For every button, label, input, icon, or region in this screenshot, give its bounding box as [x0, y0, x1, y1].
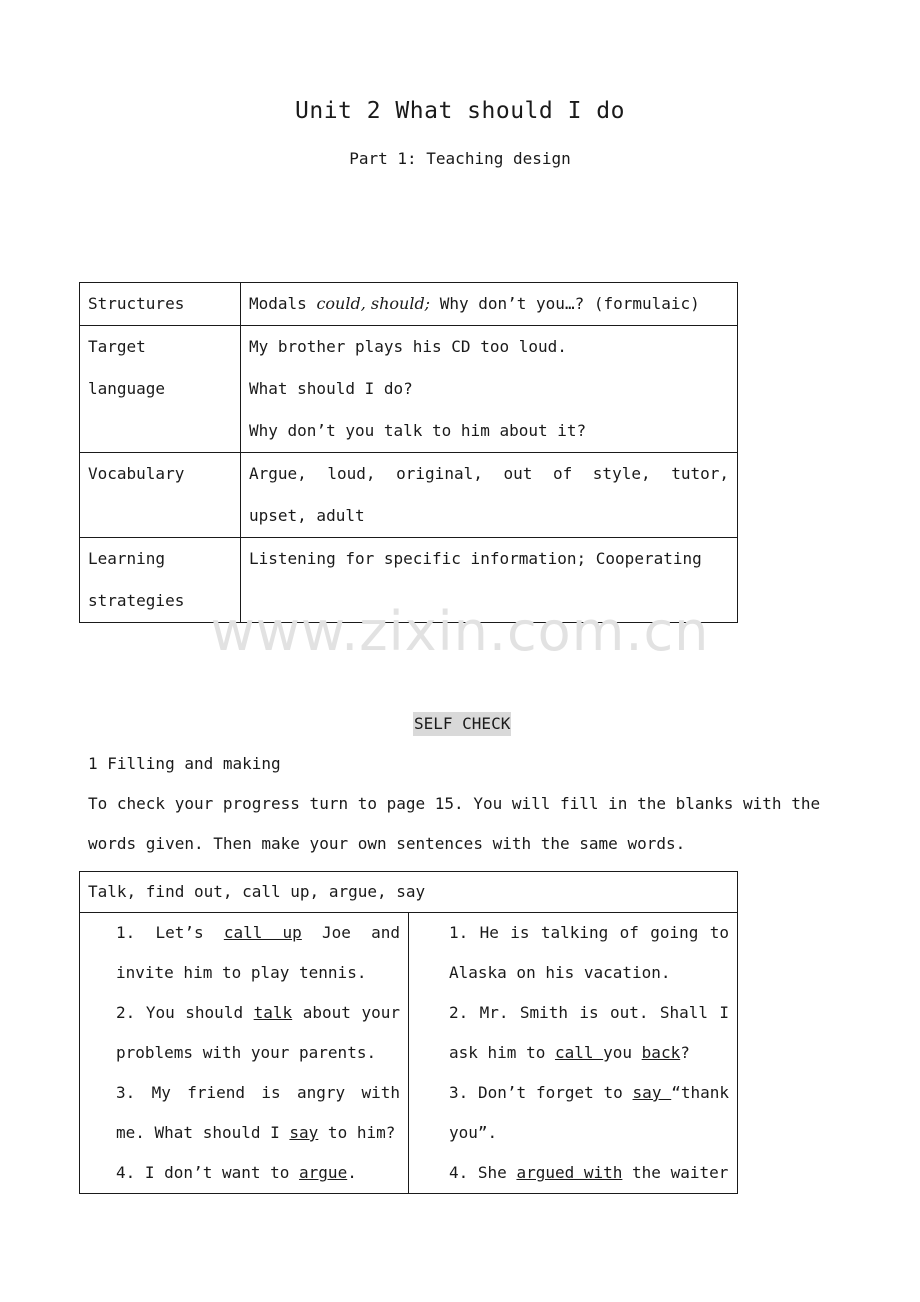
- self-check-heading: SELF CHECK: [413, 712, 511, 736]
- structures-label: Structures: [80, 283, 241, 326]
- exercise-item: [449, 993, 729, 1073]
- item-text: about your problems with your parents.: [116, 1003, 401, 1062]
- table-row: [80, 872, 738, 913]
- watermark: www.zixin.com.cn: [210, 600, 710, 663]
- exercise-column-right: [409, 913, 738, 1194]
- item-text: 4. She: [449, 1163, 517, 1182]
- document-subtitle: Part 1: Teaching design: [349, 149, 571, 168]
- structures-post: Why don’t you…? (formulaic): [430, 294, 700, 313]
- item-text: you: [603, 1043, 642, 1062]
- target-line: My brother plays his CD too loud.: [249, 337, 567, 356]
- item-text: to him?: [318, 1123, 396, 1142]
- answer-blank: say: [632, 1083, 672, 1102]
- answer-blank: argued with: [516, 1163, 623, 1182]
- target-language-value: [241, 326, 738, 453]
- table-row: [80, 283, 738, 326]
- item-text: 3. My friend is angry with me. What should I: [116, 1083, 400, 1142]
- item-text: .: [347, 1163, 357, 1182]
- exercise-item: [116, 1073, 400, 1153]
- learning-strategies-label: Learning strategies: [80, 538, 241, 623]
- item-text: 4. I don’t want to: [116, 1163, 300, 1182]
- answer-blank: say: [289, 1123, 319, 1142]
- exercise-column-left: [80, 913, 409, 1194]
- table-row: [80, 326, 738, 453]
- table-row: [80, 913, 738, 1194]
- exercise-item: [116, 993, 400, 1073]
- item-text: the waiter: [622, 1163, 729, 1182]
- item-text: 1. Let’s: [116, 923, 224, 942]
- target-line: Why don’t you talk to him about it?: [249, 421, 587, 440]
- document-title: Unit 2 What should I do: [295, 98, 625, 124]
- table-row: [80, 453, 738, 538]
- item-text: “thank you”.: [449, 1083, 730, 1142]
- instructions-paragraph: To check your progress turn to page 15. You will fill in the blanks with the words given. Then make your own sentences with the same words.: [88, 794, 821, 853]
- item-text: 2. You should: [116, 1003, 254, 1022]
- exercise-item: [449, 1073, 729, 1153]
- exercise-item: [449, 1153, 729, 1193]
- exercise-item: [116, 913, 400, 993]
- vocabulary-value: Argue, loud, original, out of style, tutor, upset, adult: [241, 453, 738, 538]
- answer-blank: call: [554, 1043, 604, 1062]
- item-text: Joe and invite him to play tennis.: [116, 923, 401, 982]
- structures-italic: could, should;: [316, 294, 431, 313]
- exercise-item: [116, 1153, 400, 1193]
- answer-blank: back: [641, 1043, 681, 1062]
- structures-value: [241, 283, 738, 326]
- answer-blank: argue: [299, 1163, 348, 1182]
- item-text: ?: [680, 1043, 690, 1062]
- answer-blank: talk: [253, 1003, 293, 1022]
- item-text: 2. Mr. Smith is out. Shall I ask him to: [449, 1003, 729, 1062]
- word-bank: Talk, find out, call up, argue, say: [80, 872, 738, 913]
- structures-pre: Modals: [249, 294, 317, 313]
- section-heading: 1 Filling and making: [88, 754, 281, 773]
- answer-blank: call up: [223, 923, 302, 942]
- learning-strategies-value: Listening for specific information; Cooperating: [241, 538, 738, 623]
- exercise-table: [79, 871, 738, 1194]
- item-text: 1. He is talking of going to Alaska on his vacation.: [449, 923, 729, 982]
- vocabulary-label: Vocabulary: [80, 453, 241, 538]
- exercise-item: [449, 913, 729, 993]
- target-language-label: Target language: [80, 326, 241, 453]
- target-line: What should I do?: [249, 379, 413, 398]
- teaching-design-table: [79, 282, 738, 623]
- item-text: 3. Don’t forget to: [449, 1083, 633, 1102]
